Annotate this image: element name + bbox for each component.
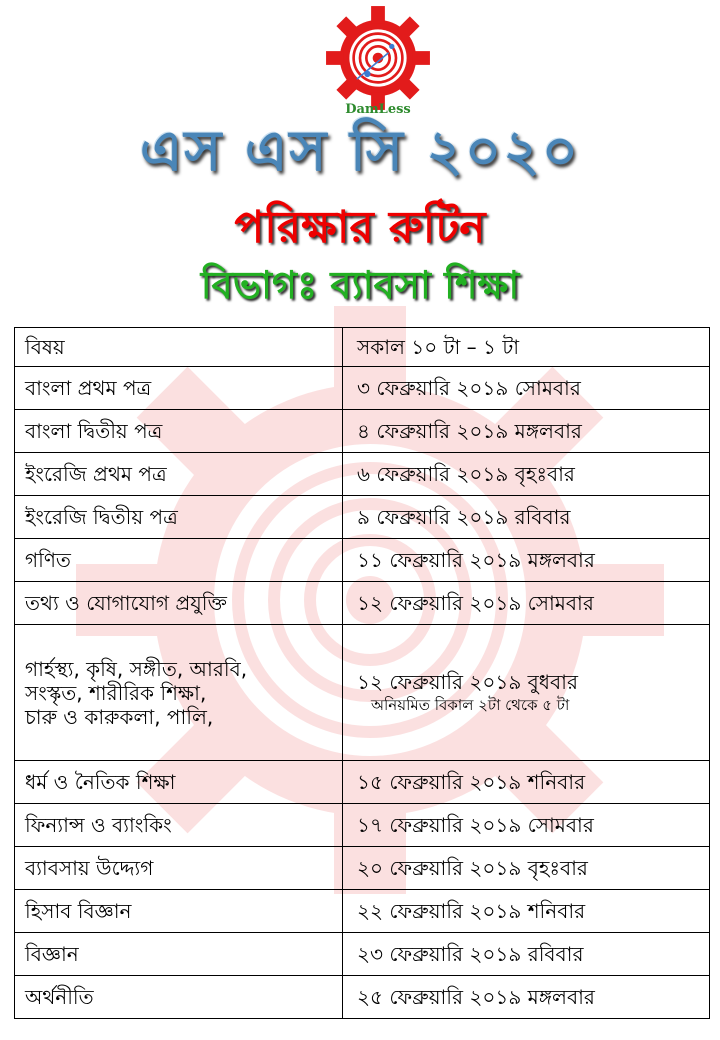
- date-text: ১২ ফেব্রুয়ারি ২০১৯ বুধবার: [357, 669, 578, 694]
- date-cell: ৬ ফেব্রুয়ারি ২০১৯ বৃহঃবার: [343, 453, 710, 496]
- table-row: [15, 933, 710, 976]
- subject-cell: অর্থনীতি: [15, 976, 343, 1019]
- exam-routine-table: [14, 327, 710, 1019]
- table-row: [15, 890, 710, 933]
- table-row: [15, 496, 710, 539]
- subject-cell: [15, 625, 343, 761]
- date-cell: ১১ ফেব্রুয়ারি ২০১৯ মঙ্গলবার: [343, 539, 710, 582]
- table-row: [15, 367, 710, 410]
- date-cell: [343, 625, 710, 761]
- subject-cell: হিসাব বিজ্ঞান: [15, 890, 343, 933]
- table-row: [15, 453, 710, 496]
- date-cell: ২৩ ফেব্রুয়ারি ২০১৯ রবিবার: [343, 933, 710, 976]
- table-row: [15, 582, 710, 625]
- table-row: [15, 976, 710, 1019]
- page-subtitle: পরিক্ষার রুটিন: [234, 202, 486, 253]
- subject-cell: ইংরেজি দ্বিতীয় পত্র: [15, 496, 343, 539]
- header-subject: বিষয়: [15, 328, 343, 367]
- table-row: [15, 539, 710, 582]
- subject-line: চারু ও কারুকলা, পালি,: [25, 704, 214, 729]
- table-row: [15, 410, 710, 453]
- gear-logo-icon: [325, 4, 431, 112]
- table-row: [15, 847, 710, 890]
- table-row: [15, 761, 710, 804]
- date-cell: ৯ ফেব্রুয়ারি ২০১৯ রবিবার: [343, 496, 710, 539]
- table-row: [15, 625, 710, 761]
- logo-text: DamLess: [345, 102, 411, 117]
- date-cell: ১৫ ফেব্রুয়ারি ২০১৯ শনিবার: [343, 761, 710, 804]
- subject-cell: ইংরেজি প্রথম পত্র: [15, 453, 343, 496]
- subject-cell: গণিত: [15, 539, 343, 582]
- date-cell: ২০ ফেব্রুয়ারি ২০১৯ বৃহঃবার: [343, 847, 710, 890]
- date-cell: ২৫ ফেব্রুয়ারি ২০১৯ মঙ্গলবার: [343, 976, 710, 1019]
- subject-cell: বিজ্ঞান: [15, 933, 343, 976]
- subject-cell: ধর্ম ও নৈতিক শিক্ষা: [15, 761, 343, 804]
- subject-cell: বাংলা দ্বিতীয় পত্র: [15, 410, 343, 453]
- subject-cell: ফিন্যান্স ও ব্যাংকিং: [15, 804, 343, 847]
- subject-cell: ব্যাবসায় উদ্দ্যেগ: [15, 847, 343, 890]
- date-cell: ৩ ফেব্রুয়ারি ২০১৯ সোমবার: [343, 367, 710, 410]
- department-title: বিভাগঃ ব্যাবসা শিক্ষা: [200, 263, 520, 307]
- page-title: এস এস সি ২০২০: [139, 119, 581, 184]
- subject-line: গার্হস্থ্য, কৃষি, সঙ্গীত, আরবি,: [25, 656, 248, 681]
- header-time: সকাল ১০ টা – ১ টা: [343, 328, 710, 367]
- date-cell: ৪ ফেব্রুয়ারি ২০১৯ মঙ্গলবার: [343, 410, 710, 453]
- date-cell: ১৭ ফেব্রুয়ারি ২০১৯ সোমবার: [343, 804, 710, 847]
- subject-cell: তথ্য ও যোগাযোগ প্রযুক্তি: [15, 582, 343, 625]
- date-cell: ২২ ফেব্রুয়ারি ২০১৯ শনিবার: [343, 890, 710, 933]
- subject-line: সংস্কৃত, শারীরিক শিক্ষা,: [25, 680, 207, 705]
- date-cell: ১২ ফেব্রুয়ারি ২০১৯ সোমবার: [343, 582, 710, 625]
- subject-cell: বাংলা প্রথম পত্র: [15, 367, 343, 410]
- irregular-time-note: অনিয়মিত বিকাল ২টা থেকে ৫ টা: [371, 695, 570, 714]
- table-row: [15, 804, 710, 847]
- table-header-row: [15, 328, 710, 367]
